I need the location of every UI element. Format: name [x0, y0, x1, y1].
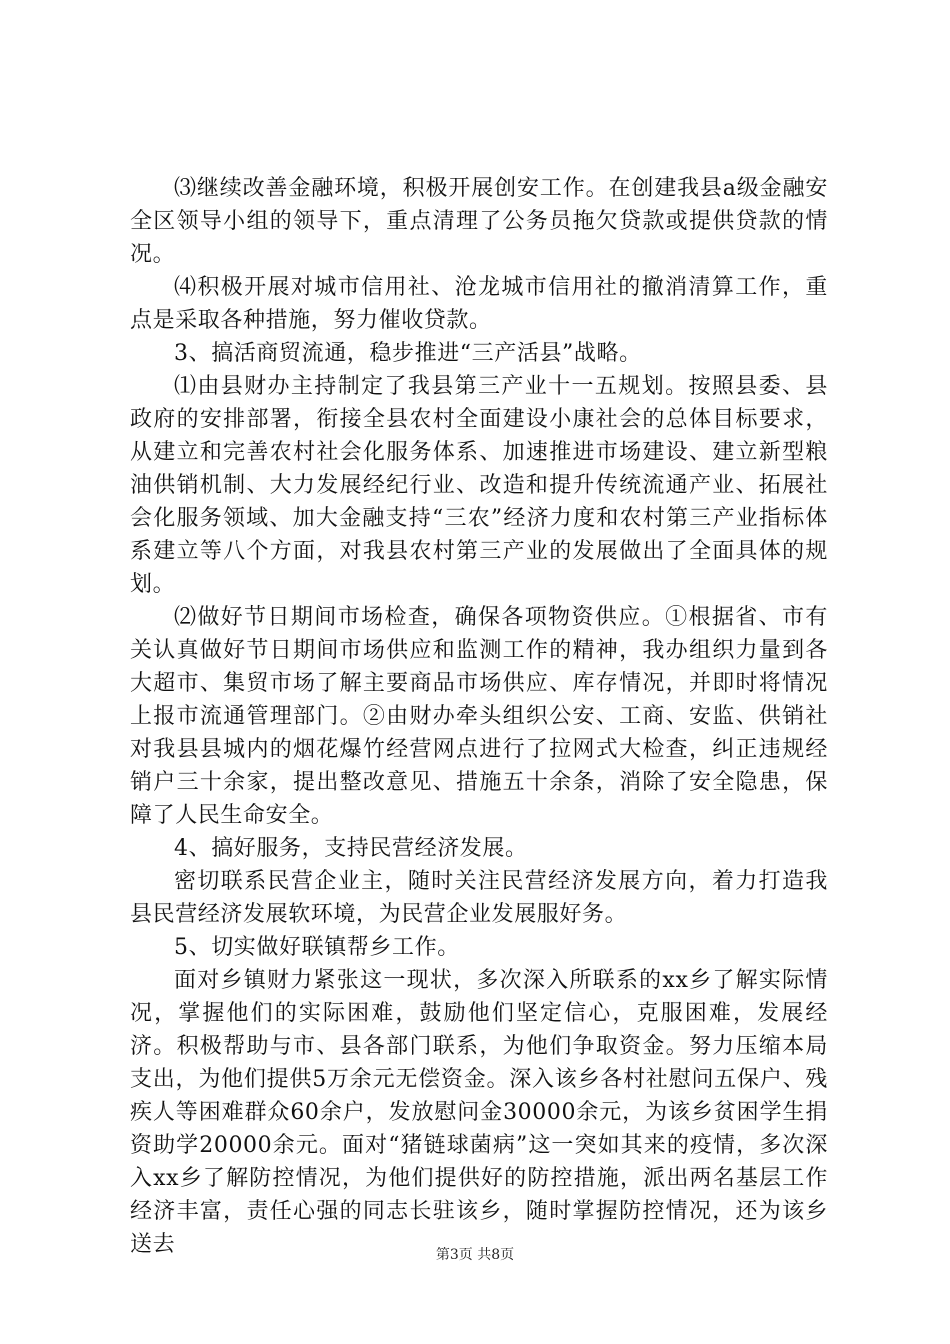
paragraph-tertiary-plan: ⑴由县财办主持制定了我县第三产业十一五规划。按照县委、县政府的安排部署，衔接全县农村全面建设小康社会的总体目标要求，从建立和完善农村社会化服务体系、加速推进市场建设、建立新型粮油供销机制、大力发展经纪行业、改造和提升传统流通产业、拓展社会化服务领域、加大金融支持“三农”经济力度和农村第三产业指标体系建立等八个方面，对我县农村第三产业的发展做出了全面具体的规划。	[130, 374, 828, 597]
paragraph-financial-environment: ⑶继续改善金融环境，积极开展创安工作。在创建我县a级金融安全区领导小组的领导下，重点清理了公务员拖欠贷款或提供贷款的情况。	[130, 176, 828, 267]
paragraph-holiday-market-check: ⑵做好节日期间市场检查，确保各项物资供应。①根据省、市有关认真做好节日期间市场供应和监测工作的精神，我办组织力量到各大超市、集贸市场了解主要商品市场供应、库存情况，并即时将情况上报市流通管理部门。②由财办牵头组织公安、工商、安监、供销社对我县县城内的烟花爆竹经营网点进行了拉网式大检查，纠正违规经销户三十余家，提出整改意见、措施五十余条，消除了安全隐患，保障了人民生命安全。	[130, 605, 828, 828]
paragraph-private-enterprise: 密切联系民营企业主，随时关注民营经济发展方向，着力打造我县民营经济发展软环境，为民营企业发展服好务。	[130, 869, 828, 927]
page-footer: 第3页 共8页	[435, 1247, 515, 1263]
paragraph-credit-union-liquidation: ⑷积极开展对城市信用社、沧龙城市信用社的撤消清算工作，重点是采取各种措施，努力催收贷款。	[130, 275, 828, 333]
body-text	[130, 172, 828, 1261]
paragraph-heading-township-help: 5、切实做好联镇帮乡工作。	[174, 935, 460, 960]
paragraph-heading-private-economy: 4、搞好服务，支持民营经济发展。	[174, 836, 528, 861]
paragraph-heading-commerce: 3、搞活商贸流通，稳步推进“三产活县”战略。	[174, 341, 642, 366]
paragraph-township-help: 面对乡镇财力紧张这一现状，多次深入所联系的xx乡了解实际情况，掌握他们的实际困难，鼓励他们坚定信心，克服困难，发展经济。积极帮助与市、县各部门联系，为他们争取资金。努力压缩本局支出，为他们提供5万余元无偿资金。深入该乡各村社慰问五保户、残疾人等困难群众60余户，发放慰问金30000余元，为该乡贫困学生捐资助学20000余元。面对“猪链球菌病”这一突如其来的疫情，多次深入xx乡了解防控情况，为他们提供好的防控措施，派出两名基层工作经济丰富，责任心强的同志长驻该乡，随时掌握防控情况，还为该乡送去	[130, 968, 828, 1257]
